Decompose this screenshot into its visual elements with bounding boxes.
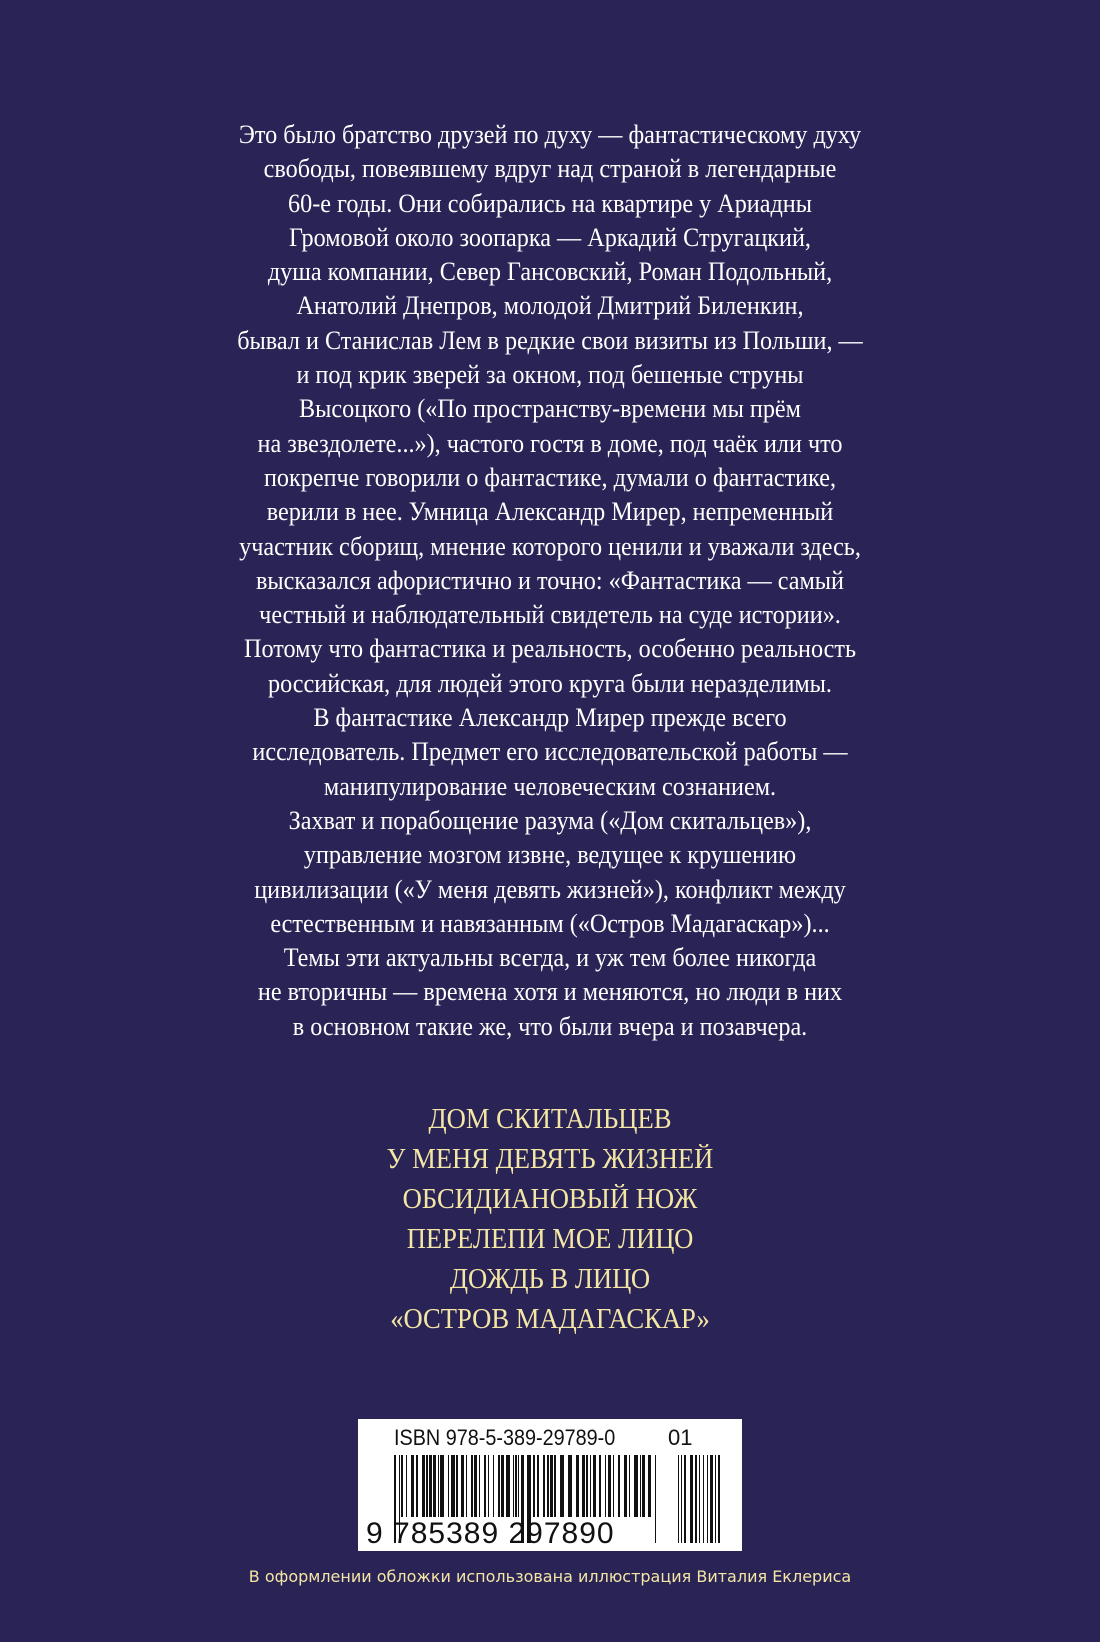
- barcode-bar: [560, 1455, 564, 1517]
- blurb-line: управление мозгом извне, ведущее к крушению: [303, 840, 797, 870]
- barcode-bar: [707, 1455, 708, 1543]
- barcode-bar: [518, 1455, 519, 1517]
- book-title: «ОСТРОВ МАДАГАСКАР»: [390, 1304, 710, 1335]
- blurb-line: российская, для людей этого круга были неразделимы.: [268, 668, 832, 698]
- blurb-line: бывал и Станислав Лем в редкие свои визиты из Польши, —: [237, 325, 863, 355]
- isbn-label: ISBN 978-5-389-29789-0: [394, 1425, 616, 1450]
- barcode-bar: [618, 1455, 620, 1517]
- barcode-bar: [501, 1455, 504, 1517]
- barcode-bar: [440, 1455, 444, 1517]
- barcode-bar: [515, 1455, 517, 1517]
- blurb-line: высказался афористично и точно: «Фантастика — самый: [256, 565, 844, 595]
- barcode-bar: [493, 1455, 494, 1517]
- blurb-line: манипулирование человеческим сознанием.: [323, 771, 777, 801]
- barcode-addon: 01: [668, 1425, 693, 1450]
- barcode-bar: [537, 1455, 539, 1517]
- blurb-line: Анатолий Днепров, молодой Дмитрий Биленкин,: [296, 291, 804, 321]
- barcode-bar: [426, 1455, 428, 1517]
- blurb-line: на звездолете...»), частого гостя в доме, под чаёк или что: [257, 428, 843, 458]
- barcode-bar: [406, 1455, 407, 1517]
- barcode-bar: [582, 1455, 585, 1517]
- barcode-bar: [684, 1455, 686, 1543]
- barcode-bar: [590, 1455, 591, 1517]
- barcode-bar: [448, 1455, 449, 1517]
- barcode-bar: [710, 1455, 713, 1543]
- barcode-digits: 9 785389 297890: [366, 1517, 615, 1550]
- barcode-bar: [642, 1455, 645, 1517]
- blurb-line: Высоцкого («По пространству-времени мы прём: [299, 394, 801, 424]
- barcode-bar: [715, 1455, 716, 1543]
- barcode-bar: [471, 1455, 473, 1517]
- barcode-bar: [655, 1455, 656, 1543]
- barcode-bar: [576, 1455, 579, 1517]
- titles-list: [0, 1100, 1100, 1340]
- book-title: ДОМ СКИТАЛЬЦЕВ: [428, 1104, 672, 1135]
- blurb-line: участник сборищ, мнение которого ценили и уважали здесь,: [239, 531, 861, 561]
- barcode-bar: [488, 1455, 489, 1517]
- barcode-bar: [429, 1455, 432, 1517]
- blurb-line: покрепче говорили о фантастике, думали о фантастике,: [263, 462, 837, 492]
- barcode-bar: [451, 1455, 455, 1517]
- barcode-bar: [678, 1455, 679, 1543]
- barcode-bar: [608, 1455, 611, 1517]
- barcode-bar: [416, 1455, 418, 1517]
- blurb-line: естественным и навязанным («Остров Мадагаскар»)...: [270, 908, 830, 938]
- barcode-bar: [543, 1455, 545, 1517]
- barcode-bar: [586, 1455, 588, 1517]
- cover-credit: В оформлении обложки использована иллюстрация Виталия Еклериса: [248, 1567, 852, 1586]
- blurb-line: верили в нее. Умница Александр Мирер, непременный: [266, 497, 834, 527]
- blurb-line: 60-е годы. Они собирались на квартире у Ариадны: [288, 188, 812, 218]
- barcode: [358, 1419, 742, 1551]
- barcode-bar: [605, 1455, 606, 1517]
- blurb-text: [0, 118, 1100, 1044]
- blurb-line: не вторичны — времена хотя и меняются, но люди в них: [257, 977, 843, 1007]
- barcode-bar: [695, 1455, 697, 1543]
- blurb-line: Громовой около зоопарка — Аркадий Стругацкий,: [289, 222, 811, 252]
- barcode-bar: [613, 1455, 614, 1517]
- barcode-bar: [624, 1455, 627, 1517]
- blurb-line: В фантастике Александр Мирер прежде всего: [313, 703, 787, 733]
- barcode-bar: [690, 1455, 693, 1543]
- barcode-bar: [456, 1455, 458, 1517]
- barcode-bar: [498, 1455, 500, 1517]
- book-title: ОБСИДИАНОВЫЙ НОЖ: [402, 1184, 698, 1215]
- barcode-bar: [699, 1455, 700, 1543]
- barcode-bar: [461, 1455, 464, 1517]
- barcode-bar: [640, 1455, 641, 1517]
- blurb-line: и под крик зверей за окном, под бешеные струны: [296, 360, 804, 390]
- blurb-line: душа компании, Север Гансовский, Роман Подольный,: [267, 257, 833, 287]
- blurb-line: Захват и порабощение разума («Дом скитальцев»),: [288, 805, 812, 835]
- barcode-bar: [479, 1455, 480, 1517]
- barcode-bar: [433, 1455, 436, 1517]
- book-title: У МЕНЯ ДЕВЯТЬ ЖИЗНЕЙ: [386, 1144, 714, 1175]
- barcode-bar: [703, 1455, 704, 1543]
- barcode-bar: [634, 1455, 638, 1517]
- barcode-bar: [484, 1455, 486, 1517]
- barcode-bar: [554, 1455, 556, 1517]
- blurb-line: честный и наблюдательный свидетель на суде истории».: [259, 600, 841, 630]
- barcode-bar: [599, 1455, 601, 1517]
- barcode-bar: [593, 1455, 596, 1517]
- barcode-bar: [466, 1455, 467, 1517]
- blurb-line: Темы эти актуальны всегда, и уж тем более никогда: [283, 943, 817, 973]
- barcode-bar: [422, 1455, 425, 1517]
- barcode-bar: [401, 1455, 403, 1517]
- book-title: ДОЖДЬ В ЛИЦО: [449, 1264, 651, 1295]
- blurb-line: Это было братство друзей по духу — фантастическому духу: [238, 120, 862, 149]
- barcode-bar: [438, 1455, 439, 1517]
- barcode-bar: [474, 1455, 477, 1517]
- blurb-line: в основном такие же, что были вчера и позавчера.: [292, 1011, 808, 1041]
- book-title: ПЕРЕЛЕПИ МОЕ ЛИЦО: [406, 1224, 694, 1255]
- blurb-line: исследователь. Предмет его исследовательской работы —: [252, 737, 848, 767]
- blurb-line: цивилизации («У меня девять жизней»), конфликт между: [254, 874, 846, 904]
- blurb-line: свободы, повеявшему вдруг над страной в легендарные: [263, 154, 837, 184]
- barcode-bar: [718, 1455, 720, 1543]
- barcode-bar: [568, 1455, 572, 1517]
- barcode-bar: [547, 1455, 549, 1517]
- barcode-bar: [533, 1455, 535, 1517]
- barcode-bar: [648, 1455, 651, 1517]
- barcode-bar: [681, 1455, 682, 1543]
- blurb-line: Потому что фантастика и реальность, особенно реальность: [244, 634, 856, 664]
- barcode-bar: [629, 1455, 630, 1517]
- barcode-bar: [411, 1455, 414, 1517]
- barcode-bar: [506, 1455, 510, 1517]
- barcode-bar: [513, 1455, 514, 1517]
- barcode-bar: [550, 1455, 553, 1517]
